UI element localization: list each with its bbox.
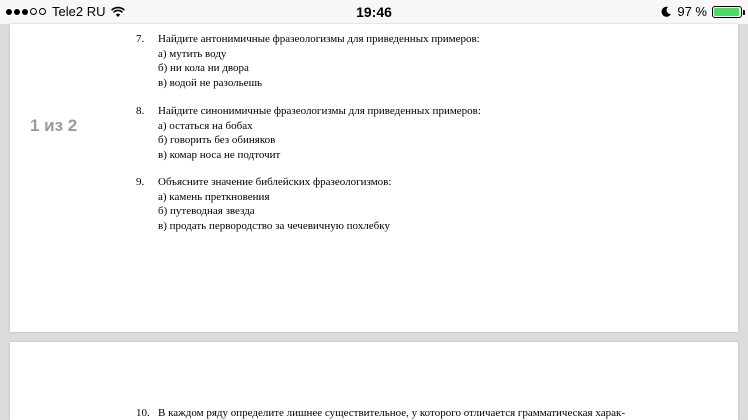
question-8	[136, 104, 481, 162]
question-item: б) говорить без обиняков	[158, 134, 276, 146]
question-number: 8.	[136, 105, 145, 117]
question-number: 10.	[136, 407, 150, 419]
document-page-1[interactable]	[10, 24, 738, 332]
question-7	[136, 32, 480, 90]
battery-percent: 97 %	[677, 4, 707, 19]
question-item: в) водой не разольешь	[158, 76, 263, 89]
status-right	[660, 4, 742, 19]
status-bar	[0, 0, 748, 24]
document-page-2[interactable]	[10, 342, 738, 420]
question-item: в) продать первородство за чечевичную похлебку	[158, 219, 390, 232]
question-item: в) комар носа не подточит	[158, 148, 281, 161]
question-9	[136, 175, 391, 233]
question-number: 7.	[136, 33, 145, 45]
status-time: 19:46	[356, 4, 392, 20]
question-item: б) ни кола ни двора	[158, 62, 249, 74]
question-prompt: В каждом ряду определите лишнее существительное, у которого отличается грамматическая харак-	[158, 407, 625, 419]
question-10	[136, 407, 625, 419]
moon-icon	[660, 6, 672, 18]
carrier-name: Tele2 RU	[52, 4, 106, 19]
question-item: б) путеводная звезда	[158, 205, 255, 217]
question-item: а) камень преткновения	[158, 190, 270, 203]
question-number: 9.	[136, 176, 145, 188]
question-prompt: Найдите синонимичные фразеологизмы для приведенных примеров:	[158, 105, 481, 117]
question-prompt: Найдите антонимичные фразеологизмы для приведенных примеров:	[158, 33, 480, 45]
question-prompt: Объясните значение библейских фразеологизмов:	[158, 176, 392, 188]
battery-charging-icon	[712, 6, 742, 18]
page-indicator: 1 из 2	[30, 116, 78, 135]
question-item: а) остаться на бобах	[158, 119, 253, 132]
question-item: а) мутить воду	[158, 47, 227, 60]
